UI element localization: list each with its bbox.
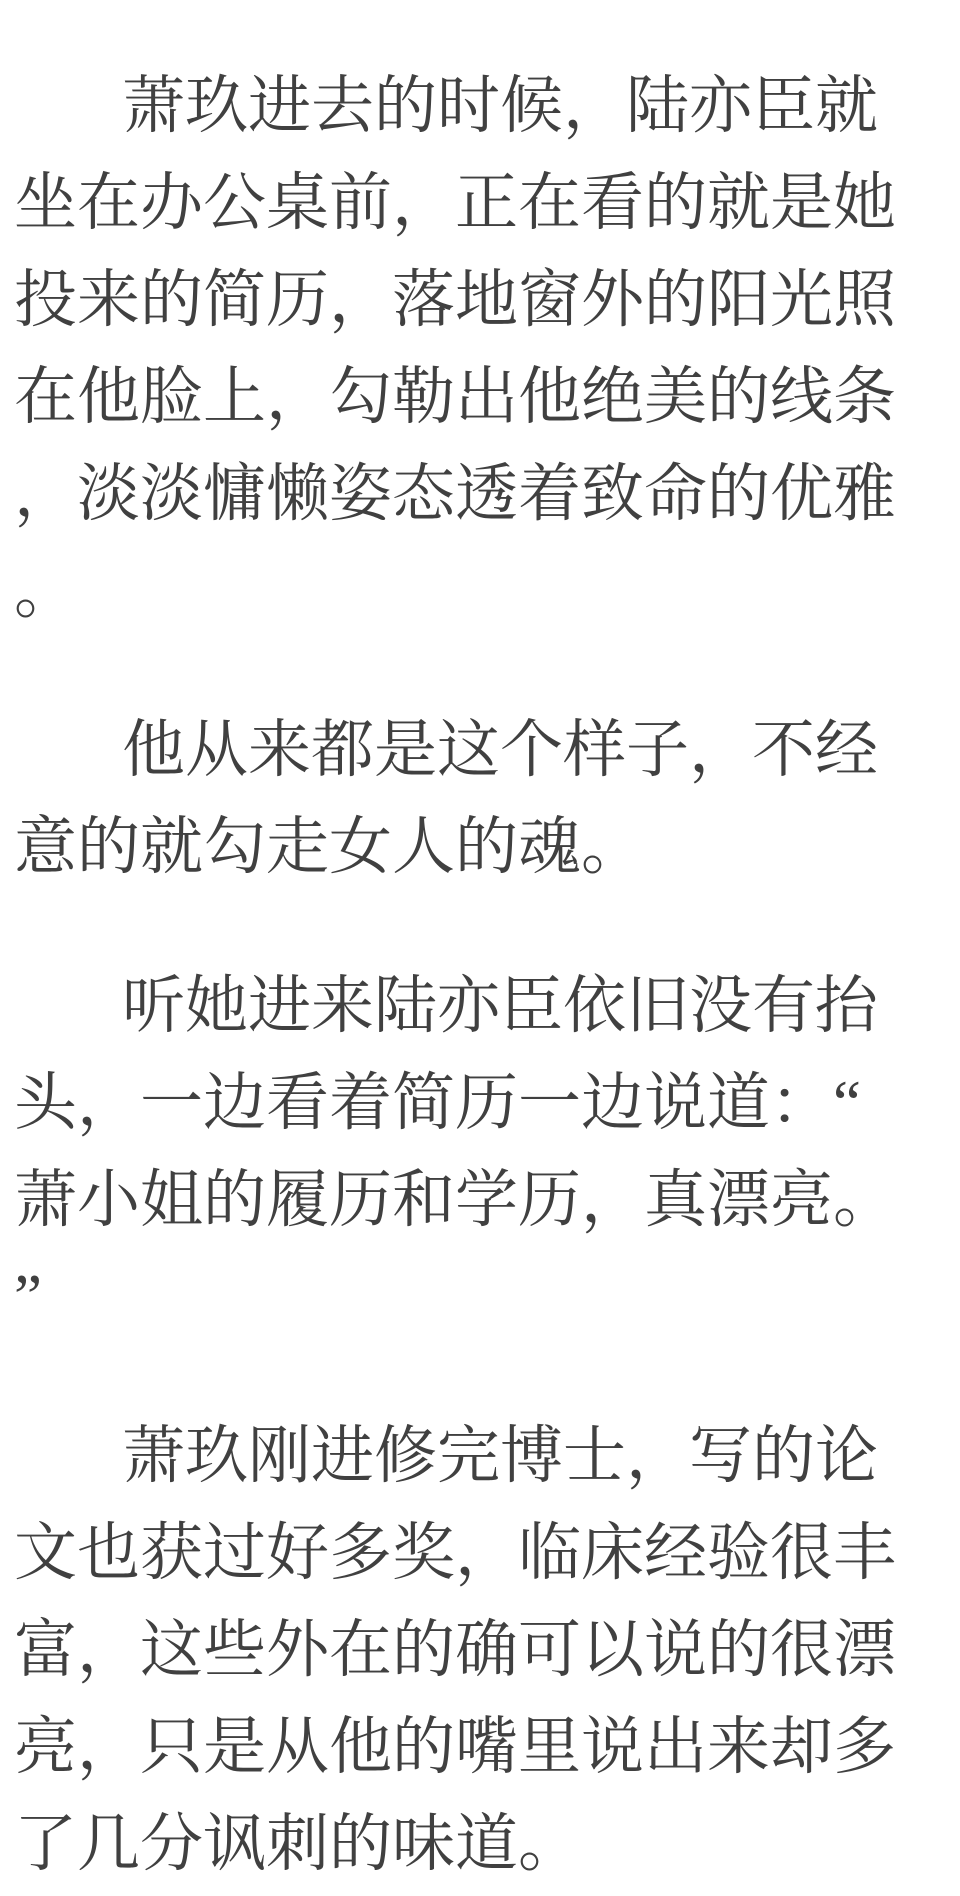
paragraph [14, 58, 946, 640]
text-line: 意的就勾走女人的魂。 [14, 812, 644, 882]
text-line: 萧玖进去的时候，陆亦臣就 [122, 71, 878, 141]
text-line: ，淡淡慵懒姿态透着致命的优雅 [14, 459, 896, 529]
text-line: 听她进来陆亦臣依旧没有抬 [122, 971, 878, 1041]
paragraph [14, 958, 946, 1346]
text-line: 萧小姐的履历和学历，真漂亮。 [14, 1165, 896, 1235]
text-line: 文也获过好多奖，临床经验很丰 [14, 1518, 896, 1588]
text-line: 坐在办公桌前，正在看的就是她 [14, 168, 896, 238]
text-line: 在他脸上，勾勒出他绝美的线条 [14, 362, 896, 432]
text-line: 亮，只是从他的嘴里说出来却多 [14, 1712, 896, 1782]
text-line: 。 [14, 556, 77, 626]
text-line: 萧玖刚进修完博士，写的论 [122, 1421, 878, 1491]
text-line: 他从来都是这个样子，不经 [122, 715, 878, 785]
text-line: 了几分讽刺的味道。 [14, 1809, 581, 1879]
text-line: ” [14, 1262, 42, 1332]
text-line: 富，这些外在的确可以说的很漂 [14, 1615, 896, 1685]
paragraph [14, 1408, 946, 1893]
text-line: 投来的简历，落地窗外的阳光照 [14, 265, 896, 335]
paragraph [14, 702, 946, 896]
text-line: 头，一边看着简历一边说道：“ [14, 1068, 861, 1138]
